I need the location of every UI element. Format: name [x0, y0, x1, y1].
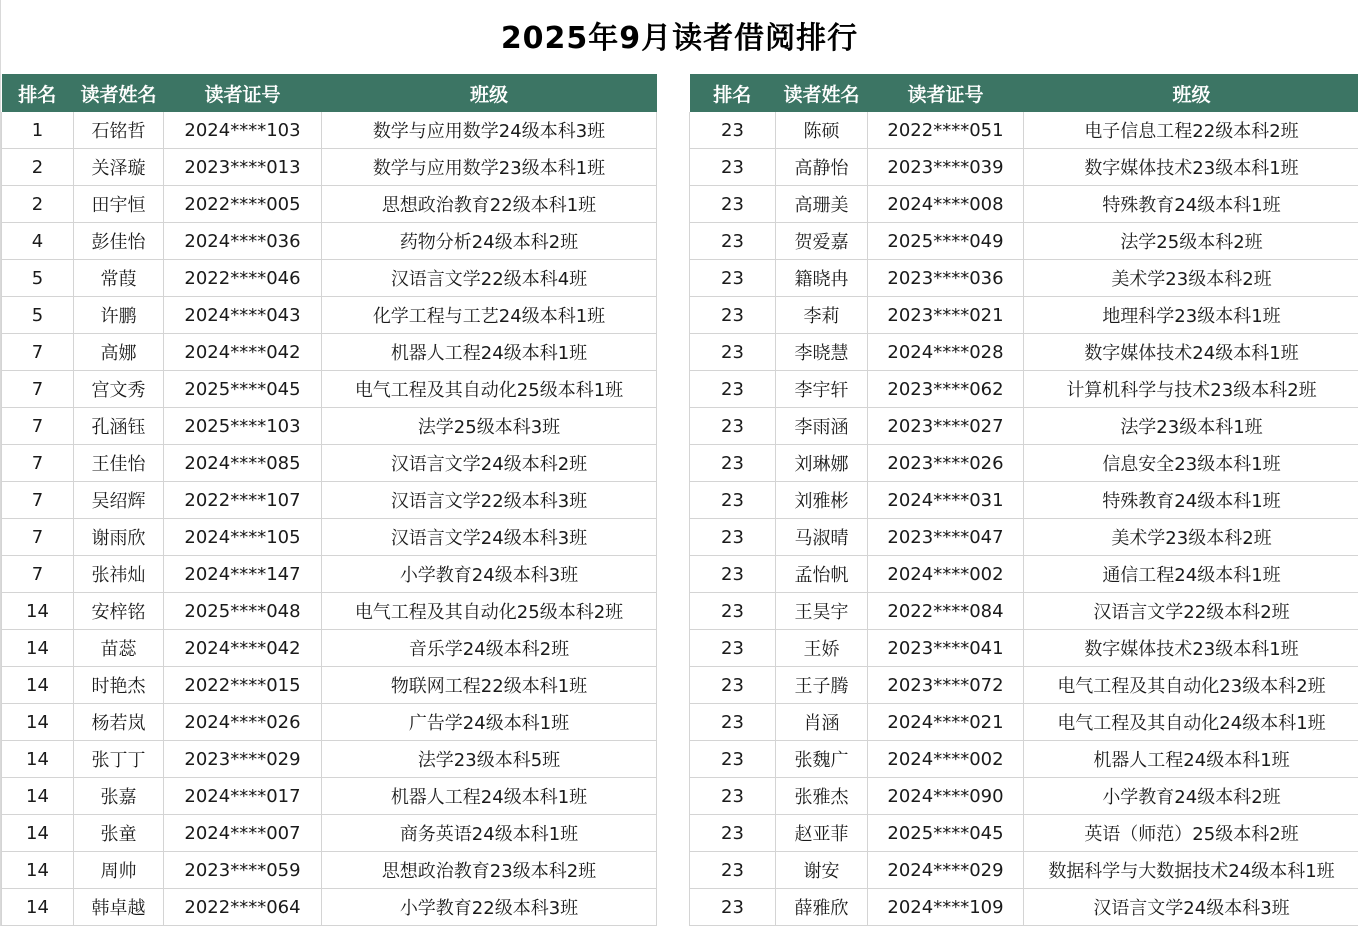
card-number-cell[interactable]: 2022****064 [164, 889, 322, 926]
reader-name-cell[interactable]: 薛雅欣 [776, 889, 868, 926]
table-row [690, 112, 1358, 149]
table-row [690, 667, 1358, 704]
table-row [690, 704, 1358, 741]
header-rank[interactable]: 排名 [690, 74, 776, 112]
card-number-cell[interactable]: 2024****007 [164, 815, 322, 852]
reader-name-cell[interactable]: 杨若岚 [74, 704, 164, 741]
table-row [690, 519, 1358, 556]
rank-cell[interactable]: 14 [2, 889, 74, 926]
class-cell[interactable]: 汉语言文学22级本科4班 [322, 260, 657, 297]
header-reader-name[interactable]: 读者姓名 [74, 74, 164, 112]
reader-name-cell[interactable]: 谢雨欣 [74, 519, 164, 556]
reader-name-cell[interactable]: 关泽璇 [74, 149, 164, 186]
class-cell[interactable]: 药物分析24级本科2班 [322, 223, 657, 260]
reader-name-cell[interactable]: 王昊宇 [776, 593, 868, 630]
class-cell[interactable]: 电气工程及其自动化25级本科2班 [322, 593, 657, 630]
reader-name-cell[interactable]: 张雅杰 [776, 778, 868, 815]
reader-name-cell[interactable]: 时艳杰 [74, 667, 164, 704]
rank-cell[interactable]: 14 [2, 778, 74, 815]
card-number-cell[interactable]: 2023****062 [868, 371, 1024, 408]
card-number-cell[interactable]: 2023****039 [868, 149, 1024, 186]
card-number-cell[interactable]: 2024****029 [868, 852, 1024, 889]
class-cell[interactable]: 电子信息工程22级本科2班 [1024, 112, 1358, 149]
reader-name-cell[interactable]: 赵亚菲 [776, 815, 868, 852]
class-cell[interactable]: 电气工程及其自动化23级本科2班 [1024, 667, 1358, 704]
card-number-cell[interactable]: 2024****042 [164, 334, 322, 371]
rank-cell[interactable]: 23 [690, 778, 776, 815]
rank-cell[interactable]: 14 [2, 667, 74, 704]
reader-name-cell[interactable]: 王娇 [776, 630, 868, 667]
reader-name-cell[interactable]: 彭佳怡 [74, 223, 164, 260]
class-cell[interactable]: 汉语言文学24级本科3班 [1024, 889, 1358, 926]
rank-cell[interactable]: 14 [2, 852, 74, 889]
rank-cell[interactable]: 7 [2, 556, 74, 593]
card-number-cell[interactable]: 2022****107 [164, 482, 322, 519]
reader-name-cell[interactable]: 常葭 [74, 260, 164, 297]
header-card-number[interactable]: 读者证号 [868, 74, 1024, 112]
card-number-cell[interactable]: 2023****021 [868, 297, 1024, 334]
class-cell[interactable]: 汉语言文学24级本科3班 [322, 519, 657, 556]
rank-cell[interactable]: 23 [690, 667, 776, 704]
card-number-cell[interactable]: 2023****072 [868, 667, 1024, 704]
class-cell[interactable]: 数据科学与大数据技术24级本科1班 [1024, 852, 1358, 889]
reader-name-cell[interactable]: 王佳怡 [74, 445, 164, 482]
card-number-cell[interactable]: 2025****103 [164, 408, 322, 445]
class-cell[interactable]: 汉语言文学22级本科2班 [1024, 593, 1358, 630]
table-row [2, 223, 657, 260]
reader-name-cell[interactable]: 张祎灿 [74, 556, 164, 593]
reader-name-cell[interactable]: 高娜 [74, 334, 164, 371]
rank-cell[interactable]: 14 [2, 704, 74, 741]
reader-name-cell[interactable]: 安梓铭 [74, 593, 164, 630]
table-header-row [2, 74, 657, 112]
class-cell[interactable]: 汉语言文学24级本科2班 [322, 445, 657, 482]
rank-cell[interactable]: 2 [2, 149, 74, 186]
card-number-cell[interactable]: 2024****085 [164, 445, 322, 482]
header-class[interactable]: 班级 [1024, 74, 1358, 112]
table-row [690, 186, 1358, 223]
class-cell[interactable]: 美术学23级本科2班 [1024, 260, 1358, 297]
card-number-cell[interactable]: 2023****047 [868, 519, 1024, 556]
table-row [690, 445, 1358, 482]
page-title: 2025年9月读者借阅排行 [500, 21, 859, 56]
header-reader-name[interactable]: 读者姓名 [776, 74, 868, 112]
header-class[interactable]: 班级 [322, 74, 657, 112]
class-cell[interactable]: 小学教育24级本科3班 [322, 556, 657, 593]
table-row [2, 815, 657, 852]
rank-cell[interactable]: 23 [690, 223, 776, 260]
table-row [2, 519, 657, 556]
reader-name-cell[interactable]: 张嘉 [74, 778, 164, 815]
table-header-row [690, 74, 1358, 112]
class-cell[interactable]: 英语（师范）25级本科2班 [1024, 815, 1358, 852]
reader-name-cell[interactable]: 高珊美 [776, 186, 868, 223]
class-cell[interactable]: 美术学23级本科2班 [1024, 519, 1358, 556]
card-number-cell[interactable]: 2023****026 [868, 445, 1024, 482]
class-cell[interactable]: 广告学24级本科1班 [322, 704, 657, 741]
card-number-cell[interactable]: 2023****013 [164, 149, 322, 186]
card-number-cell[interactable]: 2024****021 [868, 704, 1024, 741]
reader-name-cell[interactable]: 周帅 [74, 852, 164, 889]
reader-name-cell[interactable]: 宫文秀 [74, 371, 164, 408]
card-number-cell[interactable]: 2024****031 [868, 482, 1024, 519]
class-cell[interactable]: 法学23级本科5班 [322, 741, 657, 778]
card-number-cell[interactable]: 2023****036 [868, 260, 1024, 297]
card-number-cell[interactable]: 2024****026 [164, 704, 322, 741]
rank-cell[interactable]: 23 [690, 741, 776, 778]
class-cell[interactable]: 数学与应用数学23级本科1班 [322, 149, 657, 186]
reader-name-cell[interactable]: 李宇轩 [776, 371, 868, 408]
class-cell[interactable]: 小学教育22级本科3班 [322, 889, 657, 926]
class-cell[interactable]: 机器人工程24级本科1班 [1024, 741, 1358, 778]
rank-cell[interactable]: 23 [690, 519, 776, 556]
card-number-cell[interactable]: 2024****105 [164, 519, 322, 556]
table-row [690, 297, 1358, 334]
rank-cell[interactable]: 7 [2, 408, 74, 445]
rank-cell[interactable]: 7 [2, 519, 74, 556]
class-cell[interactable]: 物联网工程22级本科1班 [322, 667, 657, 704]
header-rank[interactable]: 排名 [2, 74, 74, 112]
table-row [2, 149, 657, 186]
card-number-cell[interactable]: 2025****049 [868, 223, 1024, 260]
table-row [2, 630, 657, 667]
class-cell[interactable]: 小学教育24级本科2班 [1024, 778, 1358, 815]
rank-cell[interactable]: 23 [690, 630, 776, 667]
rank-cell[interactable]: 23 [690, 260, 776, 297]
class-cell[interactable]: 地理科学23级本科1班 [1024, 297, 1358, 334]
reader-name-cell[interactable]: 王子腾 [776, 667, 868, 704]
card-number-cell[interactable]: 2024****017 [164, 778, 322, 815]
table-row [2, 297, 657, 334]
class-cell[interactable]: 电气工程及其自动化25级本科1班 [322, 371, 657, 408]
reader-name-cell[interactable]: 谢安 [776, 852, 868, 889]
card-number-cell[interactable]: 2024****147 [164, 556, 322, 593]
table-row [2, 371, 657, 408]
rank-cell[interactable]: 23 [690, 334, 776, 371]
class-cell[interactable]: 汉语言文学22级本科3班 [322, 482, 657, 519]
card-number-cell[interactable]: 2022****051 [868, 112, 1024, 149]
reader-name-cell[interactable]: 石铭哲 [74, 112, 164, 149]
reader-name-cell[interactable]: 高静怡 [776, 149, 868, 186]
reader-name-cell[interactable]: 贺爱嘉 [776, 223, 868, 260]
class-cell[interactable]: 法学25级本科2班 [1024, 223, 1358, 260]
rank-cell[interactable]: 4 [2, 223, 74, 260]
rank-cell[interactable]: 23 [690, 186, 776, 223]
rank-cell[interactable]: 7 [2, 334, 74, 371]
card-number-cell[interactable]: 2024****008 [868, 186, 1024, 223]
ranking-table-right [689, 74, 1358, 926]
table-row [690, 371, 1358, 408]
reader-name-cell[interactable]: 马淑晴 [776, 519, 868, 556]
rank-cell[interactable]: 14 [2, 741, 74, 778]
table-row [690, 408, 1358, 445]
table-body-left [2, 112, 657, 926]
table-row [690, 852, 1358, 889]
card-number-cell[interactable]: 2024****103 [164, 112, 322, 149]
reader-name-cell[interactable]: 陈硕 [776, 112, 868, 149]
rank-cell[interactable]: 23 [690, 445, 776, 482]
rank-cell[interactable]: 23 [690, 889, 776, 926]
reader-name-cell[interactable]: 孔涵钰 [74, 408, 164, 445]
class-cell[interactable]: 法学25级本科3班 [322, 408, 657, 445]
table-row [2, 556, 657, 593]
rank-cell[interactable]: 23 [690, 556, 776, 593]
rank-cell[interactable]: 23 [690, 149, 776, 186]
rank-cell[interactable]: 23 [690, 408, 776, 445]
rank-cell[interactable]: 23 [690, 704, 776, 741]
rank-cell[interactable]: 1 [2, 112, 74, 149]
rank-cell[interactable]: 2 [2, 186, 74, 223]
card-number-cell[interactable]: 2024****002 [868, 556, 1024, 593]
reader-name-cell[interactable]: 苗蕊 [74, 630, 164, 667]
table-body-right [690, 112, 1358, 926]
reader-name-cell[interactable]: 张丁丁 [74, 741, 164, 778]
table-row [690, 630, 1358, 667]
reader-name-cell[interactable]: 刘雅彬 [776, 482, 868, 519]
card-number-cell[interactable]: 2024****042 [164, 630, 322, 667]
reader-name-cell[interactable]: 张魏广 [776, 741, 868, 778]
rank-cell[interactable]: 5 [2, 297, 74, 334]
class-cell[interactable]: 法学23级本科1班 [1024, 408, 1358, 445]
rank-cell[interactable]: 14 [2, 593, 74, 630]
class-cell[interactable]: 数字媒体技术24级本科1班 [1024, 334, 1358, 371]
table-row [690, 556, 1358, 593]
ranking-table-left [1, 74, 657, 926]
rank-cell[interactable]: 7 [2, 445, 74, 482]
rank-cell[interactable]: 23 [690, 482, 776, 519]
table-row [2, 445, 657, 482]
table-row [690, 334, 1358, 371]
table-row [2, 667, 657, 704]
card-number-cell[interactable]: 2023****059 [164, 852, 322, 889]
reader-name-cell[interactable]: 孟怡帆 [776, 556, 868, 593]
table-row [690, 815, 1358, 852]
card-number-cell[interactable]: 2023****027 [868, 408, 1024, 445]
card-number-cell[interactable]: 2024****043 [164, 297, 322, 334]
reader-name-cell[interactable]: 刘琳娜 [776, 445, 868, 482]
table-row [2, 704, 657, 741]
table-row [2, 593, 657, 630]
reader-name-cell[interactable]: 吴绍辉 [74, 482, 164, 519]
card-number-cell[interactable]: 2025****045 [164, 371, 322, 408]
table-row [2, 889, 657, 926]
rank-cell[interactable]: 23 [690, 371, 776, 408]
class-cell[interactable]: 思想政治教育22级本科1班 [322, 186, 657, 223]
class-cell[interactable]: 特殊教育24级本科1班 [1024, 186, 1358, 223]
rank-cell[interactable]: 7 [2, 482, 74, 519]
card-number-cell[interactable]: 2024****109 [868, 889, 1024, 926]
rank-cell[interactable]: 7 [2, 371, 74, 408]
rank-cell[interactable]: 14 [2, 815, 74, 852]
class-cell[interactable]: 通信工程24级本科1班 [1024, 556, 1358, 593]
class-cell[interactable]: 数字媒体技术23级本科1班 [1024, 630, 1358, 667]
card-number-cell[interactable]: 2022****046 [164, 260, 322, 297]
class-cell[interactable]: 思想政治教育23级本科2班 [322, 852, 657, 889]
card-number-cell[interactable]: 2023****029 [164, 741, 322, 778]
table-row [690, 260, 1358, 297]
card-number-cell[interactable]: 2024****002 [868, 741, 1024, 778]
rank-cell[interactable]: 14 [2, 630, 74, 667]
reader-name-cell[interactable]: 张童 [74, 815, 164, 852]
table-row [690, 223, 1358, 260]
table-row [690, 889, 1358, 926]
class-cell[interactable]: 商务英语24级本科1班 [322, 815, 657, 852]
card-number-cell[interactable]: 2022****084 [868, 593, 1024, 630]
reader-name-cell[interactable]: 肖涵 [776, 704, 868, 741]
class-cell[interactable]: 音乐学24级本科2班 [322, 630, 657, 667]
class-cell[interactable]: 机器人工程24级本科1班 [322, 778, 657, 815]
rank-cell[interactable]: 5 [2, 260, 74, 297]
table-row [2, 334, 657, 371]
reader-name-cell[interactable]: 籍晓冉 [776, 260, 868, 297]
rank-cell[interactable]: 23 [690, 852, 776, 889]
table-row [690, 741, 1358, 778]
table-row [690, 149, 1358, 186]
table-row [2, 260, 657, 297]
class-cell[interactable]: 数学与应用数学24级本科3班 [322, 112, 657, 149]
table-row [2, 112, 657, 149]
card-number-cell[interactable]: 2025****048 [164, 593, 322, 630]
reader-name-cell[interactable]: 李莉 [776, 297, 868, 334]
rank-cell[interactable]: 23 [690, 815, 776, 852]
class-cell[interactable]: 机器人工程24级本科1班 [322, 334, 657, 371]
card-number-cell[interactable]: 2022****015 [164, 667, 322, 704]
table-row [690, 593, 1358, 630]
table-row [690, 778, 1358, 815]
card-number-cell[interactable]: 2025****045 [868, 815, 1024, 852]
table-row [2, 852, 657, 889]
table-row [2, 408, 657, 445]
rank-cell[interactable]: 23 [690, 112, 776, 149]
card-number-cell[interactable]: 2022****005 [164, 186, 322, 223]
card-number-cell[interactable]: 2024****090 [868, 778, 1024, 815]
table-row [2, 482, 657, 519]
rank-cell[interactable]: 23 [690, 297, 776, 334]
rank-cell[interactable]: 23 [690, 593, 776, 630]
class-cell[interactable]: 电气工程及其自动化24级本科1班 [1024, 704, 1358, 741]
reader-name-cell[interactable]: 田宇恒 [74, 186, 164, 223]
table-row [2, 741, 657, 778]
table-row [2, 186, 657, 223]
class-cell[interactable]: 化学工程与工艺24级本科1班 [322, 297, 657, 334]
class-cell[interactable]: 特殊教育24级本科1班 [1024, 482, 1358, 519]
class-cell[interactable]: 信息安全23级本科1班 [1024, 445, 1358, 482]
table-row [690, 482, 1358, 519]
reader-name-cell[interactable]: 许鹏 [74, 297, 164, 334]
class-cell[interactable]: 计算机科学与技术23级本科2班 [1024, 371, 1358, 408]
class-cell[interactable]: 数字媒体技术23级本科1班 [1024, 149, 1358, 186]
card-number-cell[interactable]: 2023****041 [868, 630, 1024, 667]
reader-name-cell[interactable]: 韩卓越 [74, 889, 164, 926]
tables-container [1, 74, 1358, 926]
table-row [2, 778, 657, 815]
card-number-cell[interactable]: 2024****036 [164, 223, 322, 260]
reader-name-cell[interactable]: 李雨涵 [776, 408, 868, 445]
card-number-cell[interactable]: 2024****028 [868, 334, 1024, 371]
header-card-number[interactable]: 读者证号 [164, 74, 322, 112]
reader-name-cell[interactable]: 李晓慧 [776, 334, 868, 371]
